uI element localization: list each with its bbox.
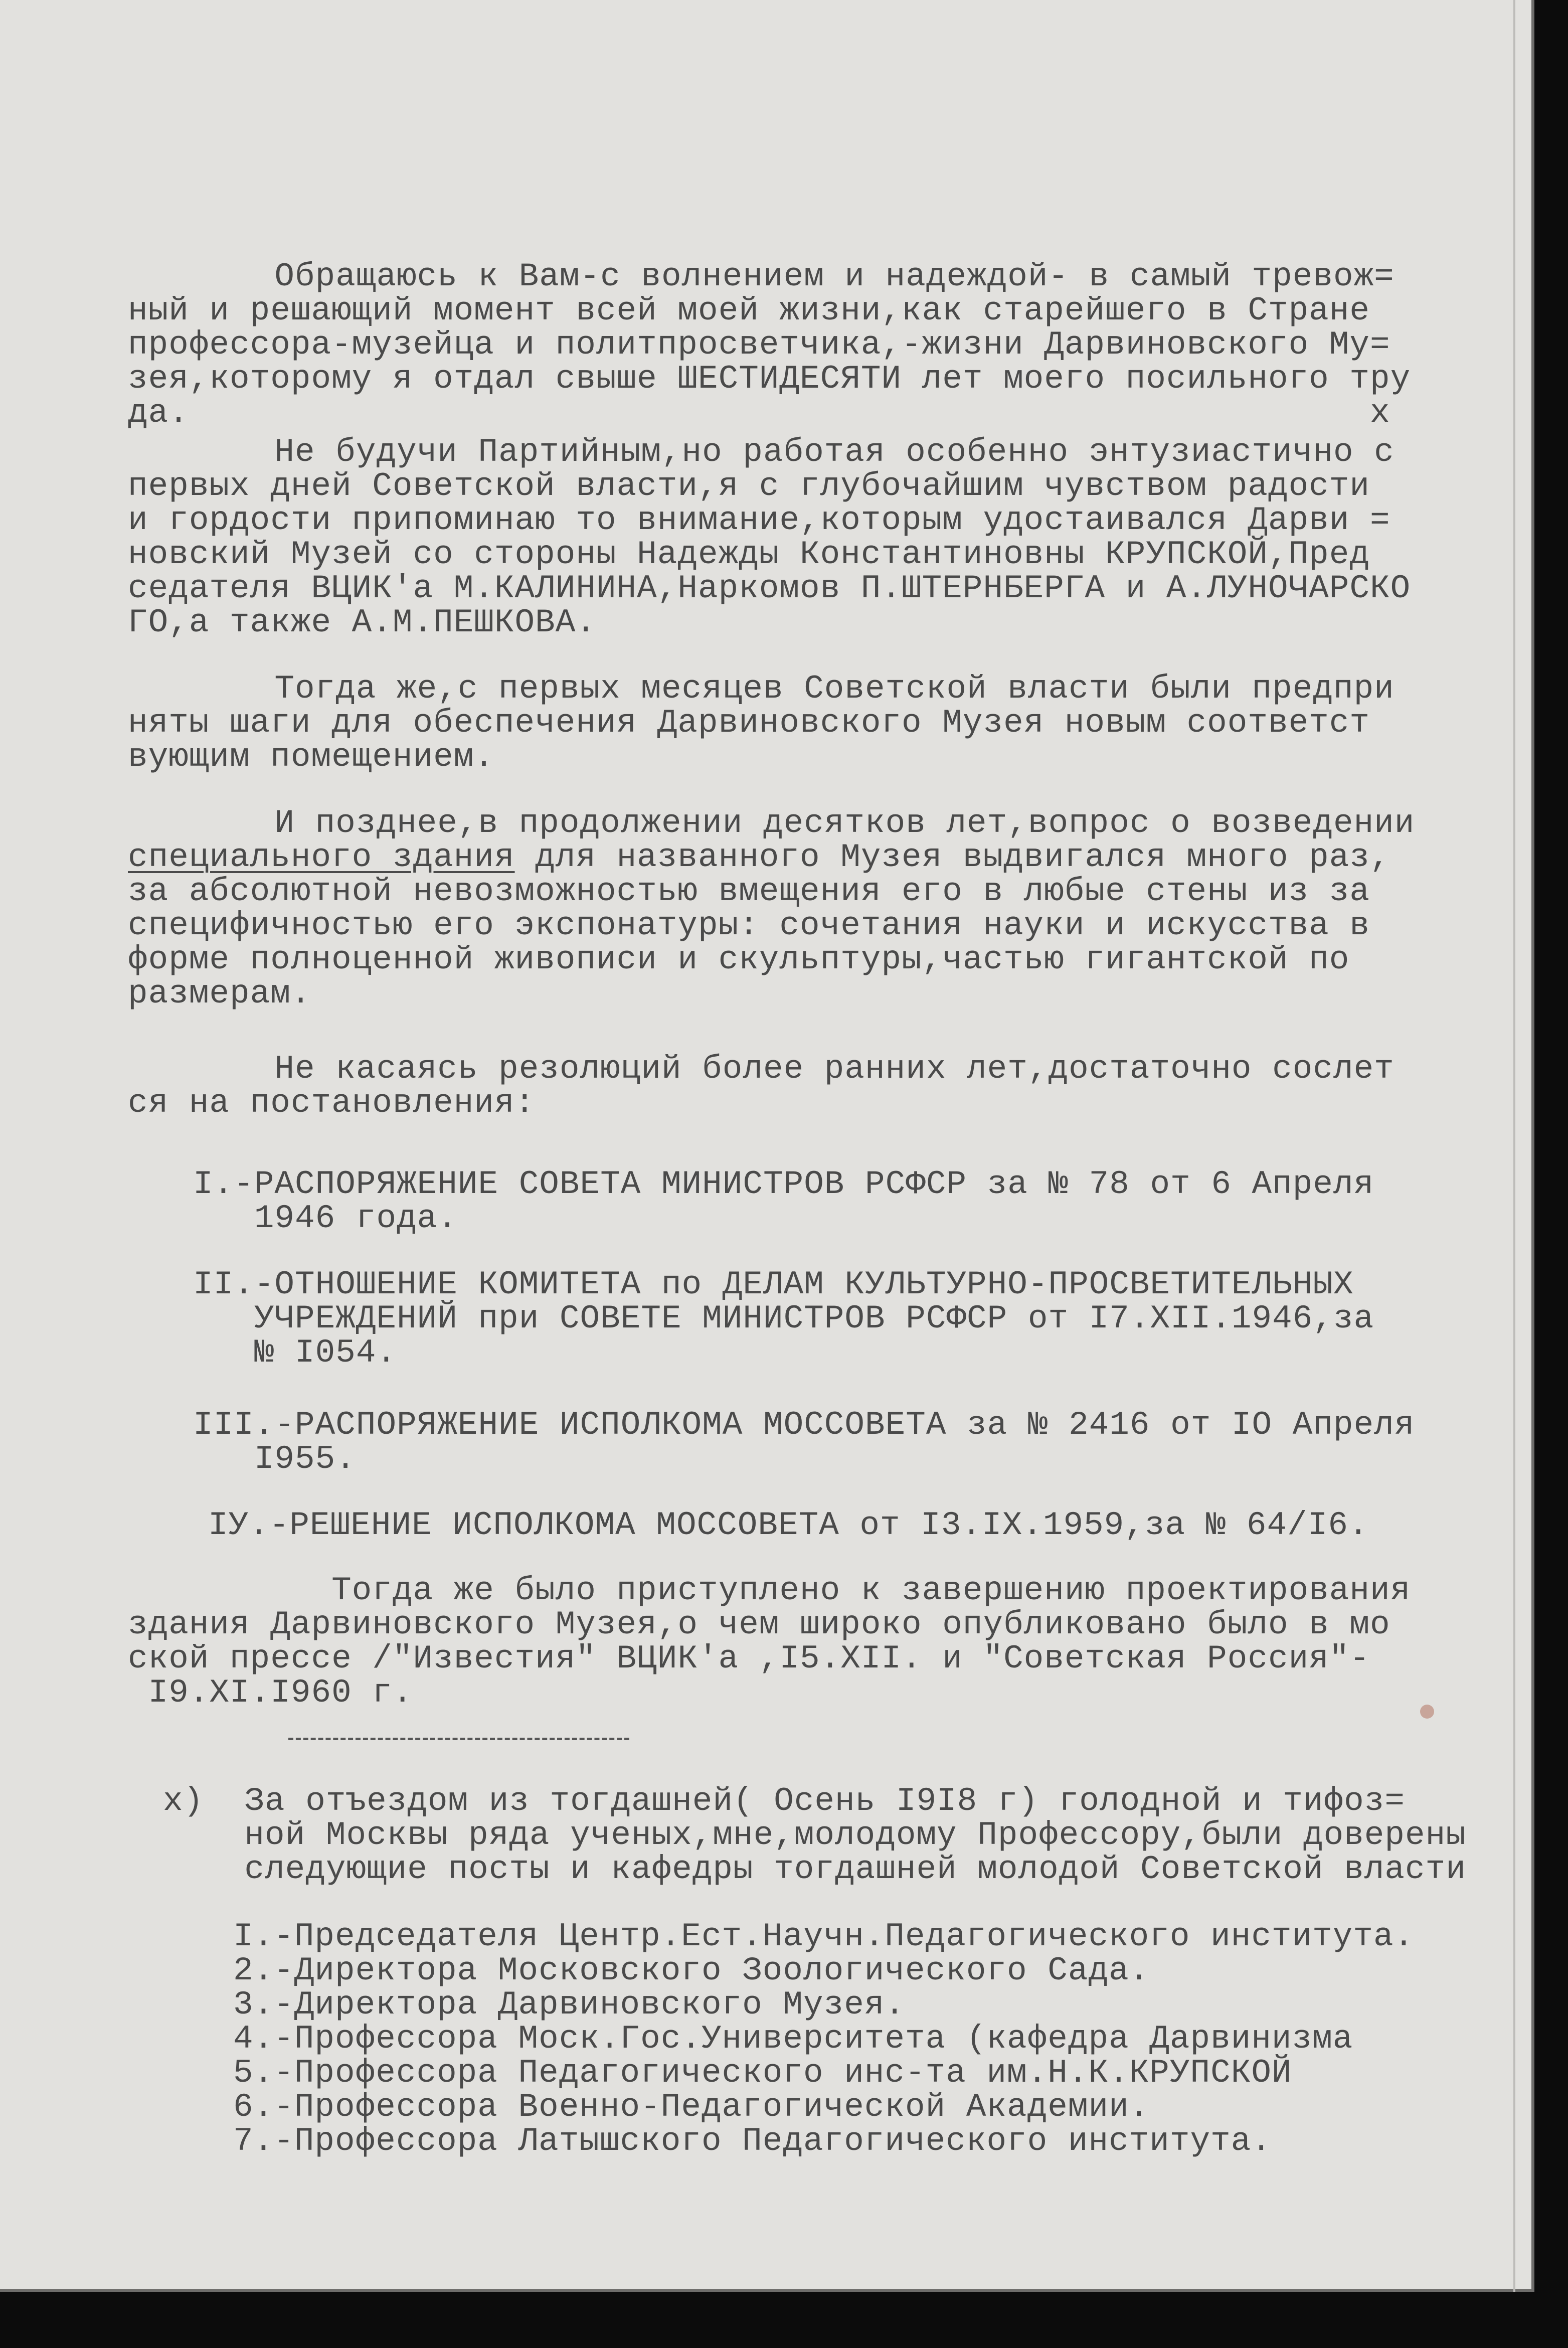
text-line	[128, 838, 1390, 876]
post-item: 2.-Директора Московского Зоологического Сада.	[233, 1952, 1150, 1989]
text-line: профессора-музейца и политпросветчика,-жизни Дарвиновского Му=	[128, 326, 1390, 364]
text-line: за абсолютной невозможностью вмещения его в любые стены из за	[128, 873, 1370, 910]
text-line: ный и решающий момент всей моей жизни,как старейшего в Стране	[128, 292, 1370, 329]
post-item: 3.-Директора Дарвиновского Музея.	[233, 1986, 906, 2024]
text-line: ской прессе /"Известия" ВЦИК'а ,I5.XII. и "Советская Россия"-	[128, 1640, 1370, 1678]
text-line: Обращаюсь к Вам-с волнением и надеждой- в самый тревож=	[193, 258, 1395, 295]
text-line: вующим помещением.	[128, 738, 494, 776]
text-line: форме полноценной живописи и скульптуры,частью гигантской по	[128, 941, 1350, 978]
text-line: специфичностью его экспонатуры: сочетания науки и искусства в	[128, 907, 1370, 944]
text-line: Тогда же было приступлено к завершению проектирования	[128, 1572, 1411, 1609]
text-fragment: для названного Музея выдвигался много раз,	[514, 838, 1390, 876]
text-line: Не будучи Партийным,но работая особенно энтузиастично с	[193, 433, 1395, 471]
footnote-line: следующие посты и кафедры тогдашней молодой Советской власти	[163, 1851, 1466, 1888]
decree-line: II.-ОТНОШЕНИЕ КОМИТЕТА по ДЕЛАМ КУЛЬТУРНО-ПРОСВЕТИТЕЛЬНЫХ	[193, 1266, 1354, 1303]
ink-spot	[1420, 1705, 1434, 1719]
text-line: новский Музей со стороны Надежды Константиновны КРУПСКОЙ,Пред	[128, 536, 1370, 573]
text-line: да. х	[128, 394, 1390, 432]
decree-line: 1946 года.	[193, 1200, 458, 1237]
text-line: няты шаги для обеспечения Дарвиновского Музея новым соответст	[128, 704, 1370, 742]
text-line: седателя ВЦИК'а М.КАЛИНИНА,Наркомов П.ШТЕРНБЕРГА и А.ЛУНОЧАРСКО	[128, 570, 1411, 607]
footnote-separator	[288, 1738, 629, 1740]
decree-line: I955.	[193, 1440, 356, 1478]
footnote-line: ной Москвы ряда ученых,мне,молодому Профессору,были доверены	[163, 1816, 1466, 1854]
footnote-line: х) За отъездом из тогдашней( Осень I9I8 г) голодной и тифоз=	[163, 1782, 1405, 1820]
decree-line: I.-РАСПОРЯЖЕНИЕ СОВЕТА МИНИСТРОВ РСФСР за № 78 от 6 Апреля	[193, 1165, 1374, 1203]
text-line: Не касаясь резолюций более ранних лет,достаточно сослет	[193, 1050, 1395, 1088]
text-line: зея,которому я отдал свыше ШЕСТИДЕСЯТИ лет моего посильного тру	[128, 360, 1411, 398]
post-item: 7.-Профессора Латышского Педагогического института.	[233, 2122, 1272, 2160]
text-line: первых дней Советской власти,я с глубочайшим чувством радости	[128, 467, 1370, 505]
decree-line: № I054.	[193, 1334, 397, 1372]
decree-line: IУ.-РЕШЕНИЕ ИСПОЛКОМА МОССОВЕТА от I3.IX.1959,за № 64/I6.	[208, 1506, 1369, 1544]
text-line: ГО,а также А.М.ПЕШКОВА.	[128, 604, 596, 641]
text-line: и гордости припоминаю то внимание,которым удостаивался Дарви =	[128, 501, 1390, 539]
post-item: 6.-Профессора Военно-Педагогической Академии.	[233, 2088, 1150, 2126]
text-line: И позднее,в продолжении десятков лет,вопрос о возведении	[193, 804, 1415, 842]
decree-line: III.-РАСПОРЯЖЕНИЕ ИСПОЛКОМА МОССОВЕТА за № 2416 от IO Апреля	[193, 1406, 1415, 1444]
text-line: I9.XI.I960 г.	[128, 1674, 413, 1712]
text-line: ся на постановления:	[128, 1084, 536, 1122]
post-item: I.-Председателя Центр.Ест.Научн.Педагогического института.	[233, 1918, 1415, 1955]
decree-line: УЧРЕЖДЕНИЙ при СОВЕТЕ МИНИСТРОВ РСФСР от I7.XII.1946,за	[193, 1300, 1374, 1337]
text-line: здания Дарвиновского Музея,о чем широко опубликовано было в мо	[128, 1606, 1390, 1643]
post-item: 5.-Профессора Педагогического инс-та им.Н.К.КРУПСКОЙ	[233, 2054, 1292, 2092]
text-line: Тогда же,с первых месяцев Советской власти были предпри	[193, 670, 1395, 708]
post-item: 4.-Профессора Моск.Гос.Университета (кафедра Дарвинизма	[233, 2020, 1353, 2058]
text-line: размерам.	[128, 975, 311, 1013]
underlined-phrase: специального здания	[128, 838, 515, 876]
